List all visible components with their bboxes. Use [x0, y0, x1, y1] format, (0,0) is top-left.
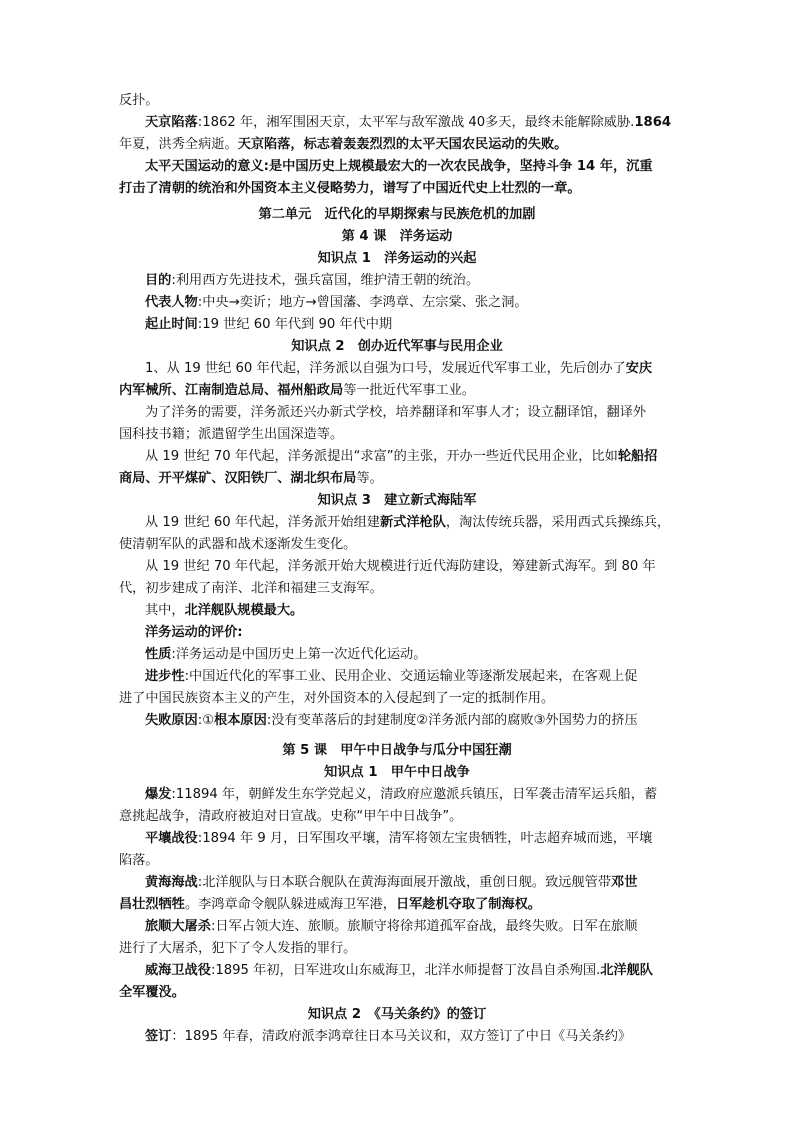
pyongyang-line: 平壤战役:1894 年 9 月，日军围攻平壤，清军将领左宝贵牺牲，叶志超弃城而逃，平壤	[145, 831, 653, 846]
knowledge-point-title: 知识点 3 建立新式海陆军	[317, 493, 477, 508]
purpose-line: 目的:利用西方先进技术，强兵富国，维护清王朝的统治。	[145, 273, 480, 288]
yellow-sea-line: 黄海海战:北洋舰队与日本联合舰队在黄海海面展开激战，重创日舰。致远舰管带邓世	[145, 875, 638, 890]
paragraph-nanjing-fall: 天京陷落:1862 年，湘军围困天京，太平军与敌军激战 40多天，最终未能解除威胁.1864	[145, 115, 672, 130]
knowledge-point-title: 知识点 2 《马关条约》的签订	[307, 1007, 487, 1022]
text-line: 1、从 19 世纪 60 年代起，洋务派以自强为口号，发展近代军事工业，先后创办了安庆	[145, 361, 653, 376]
text-line: 其中，北洋舰队规模最大。	[145, 603, 304, 618]
text-line: 从 19 世纪 60 年代起，洋务派开始组建新式洋枪队，淘汰传统兵器，采用西式兵操练兵，	[145, 515, 671, 530]
progress-line: 进步性:中国近代化的军事工业、民用企业、交通运输业等逐渐发展起来，在客观上促	[145, 669, 638, 684]
text-line: 为了洋务的需要，洋务派还兴办新式学校，培养翻译和军事人才；设立翻译馆，翻译外	[145, 405, 647, 420]
lushun-line: 旅顺大屠杀:日军占领大连、旅顺。旅顺守将徐邦道孤军奋战，最终失败。日军在旅顺	[145, 919, 638, 934]
text-line: 反扑。	[119, 93, 159, 108]
text-line: 进了中国民族资本主义的产生，对外国资本的入侵起到了一定的抵制作用。	[119, 691, 555, 706]
lesson-title: 第 5 课 甲午中日战争与瓜分中国狂潮	[282, 743, 512, 758]
failure-line: 失败原因:①根本原因:没有变革落后的封建制度②洋务派内部的腐败③外国势力的挤压	[145, 713, 638, 728]
text-line: 使清朝军队的武器和战术逐渐发生变化。	[119, 537, 357, 552]
text-line: 进行了大屠杀，犯下了令人发指的罪行。	[119, 941, 357, 956]
text-line: 商局、开平煤矿、汉阳铁厂、湖北织布局等。	[119, 471, 383, 486]
text-line: 打击了清朝的统治和外国资本主义侵略势力，谱写了中国近代史上壮烈的一章。	[119, 181, 581, 196]
text-line: 代，初步建成了南洋、北洋和福建三支海军。	[119, 581, 383, 596]
text-line: 年夏，洪秀全病逝。天京陷落，标志着轰轰烈烈的太平天国农民运动的失败。	[119, 137, 568, 152]
knowledge-point-title: 知识点 1 洋务运动的兴起	[317, 251, 477, 266]
text-line: 全军覆没。	[119, 985, 185, 1000]
knowledge-point-title: 知识点 1 甲午中日战争	[324, 765, 470, 780]
text-line: 国科技书籍；派遣留学生出国深造等。	[119, 427, 344, 442]
knowledge-point-title: 知识点 2 创办近代军事与民用企业	[291, 339, 503, 354]
outbreak-line: 爆发:11894 年，朝鲜发生东学党起义，清政府应邀派兵镇压，日军袭击清军运兵船，蓄	[145, 787, 658, 802]
document-page	[119, 90, 675, 1048]
nature-line: 性质:洋务运动是中国历史上第一次近代化运动。	[145, 647, 427, 662]
signing-line: 签订：1895 年春，清政府派李鸿章往日本马关议和，双方签订了中日《马关条约》	[145, 1029, 632, 1044]
lesson-title: 第 4 课 洋务运动	[341, 229, 453, 244]
text-line: 昌壮烈牺牲。李鸿章命令舰队躲进威海卫军港，日军趁机夺取了制海权。	[119, 897, 541, 912]
evaluation-heading: 洋务运动的评价:	[145, 625, 243, 640]
weihaiwei-line: 威海卫战役:1895 年初，日军进攻山东威海卫，北洋水师提督丁汝昌自杀殉国.北洋舰队	[145, 963, 653, 978]
time-line: 起止时间:19 世纪 60 年代到 90 年代中期	[145, 317, 393, 332]
text-line: 从 19 世纪 70 年代起，洋务派提出“求富”的主张，开办一些近代民用企业，比如轮船招	[145, 449, 658, 464]
text-line: 意挑起战争，清政府被迫对日宣战。史称“甲午中日战争”。	[119, 809, 463, 824]
text-line: 内军械所、江南制造总局、福州船政局等一批近代军事工业。	[119, 383, 476, 398]
text-line: 从 19 世纪 70 年代起，洋务派开始大规模进行近代海防建设，筹建新式海军。到 80 年	[145, 559, 656, 574]
unit-title: 第二单元 近代化的早期探索与民族危机的加剧	[258, 207, 536, 222]
text-line: 陷落。	[119, 853, 159, 868]
paragraph-significance: 太平天国运动的意义:是中国历史上规模最宏大的一次农民战争，坚持斗争 14 年，沉重	[145, 159, 653, 174]
people-line: 代表人物:中央→奕䜣；地方→曾国藩、李鸿章、左宗棠、张之洞。	[145, 295, 528, 310]
